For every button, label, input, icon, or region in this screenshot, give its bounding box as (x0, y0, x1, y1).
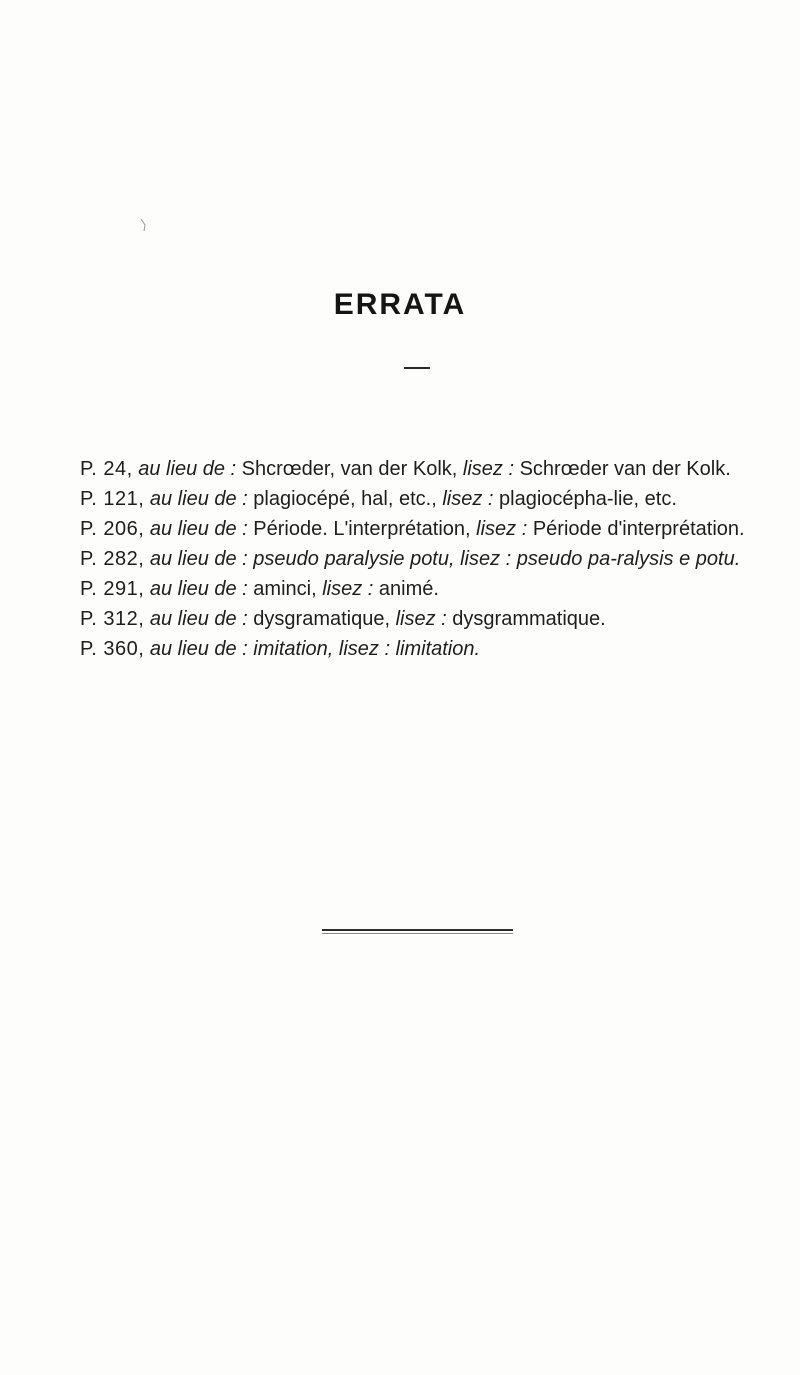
instead-of-label: au lieu de : (149, 548, 248, 570)
instead-of-label: au lieu de : (149, 578, 248, 600)
errata-entry-p206 (60, 514, 766, 544)
errata-entry-p121 (60, 484, 766, 514)
read-label: lisez : (476, 518, 528, 540)
correct-text: animé. (378, 578, 439, 600)
read-label: lisez : (338, 638, 391, 660)
pencil-check-mark (140, 218, 150, 232)
instead-of-label: au lieu de : (149, 488, 248, 510)
instead-of-label: au lieu de : (149, 518, 248, 540)
errata-entry-p282 (60, 544, 766, 574)
wrong-text: imitation, (253, 638, 334, 660)
instead-of-label: au lieu de : (149, 608, 248, 630)
instead-of-label: au lieu de : (149, 638, 248, 660)
correct-text: plagiocépha-lie, etc. (499, 488, 677, 510)
correct-text: dysgrammatique. (452, 608, 606, 630)
errata-entry-p360 (60, 634, 766, 664)
wrong-text: Shcrœder, van der Kolk, (241, 458, 458, 480)
page-title: ERRATA (333, 288, 467, 321)
errata-entry-p291 (60, 574, 766, 604)
instead-of-label: au lieu de : (138, 458, 237, 480)
correct-text: Schrœder van der Kolk. (519, 458, 731, 480)
wrong-text: Période. L'interprétation, (253, 518, 471, 540)
read-label: lisez : (462, 458, 515, 480)
title-rule (404, 367, 430, 369)
page-reference: P. 291, (80, 578, 145, 600)
read-label: lisez : (322, 578, 374, 600)
errata-entry-p312 (60, 604, 766, 634)
page-reference: P. 24, (80, 458, 133, 480)
wrong-text: aminci, (253, 578, 317, 600)
wrong-text: plagiocépé, hal, etc., (253, 488, 437, 510)
wrong-text: dysgramatique, (253, 608, 391, 630)
read-label: lisez : (460, 548, 512, 570)
read-label: lisez : (442, 488, 494, 510)
correct-text: Période d'interprétation. (532, 518, 745, 540)
page-reference: P. 282, (80, 548, 145, 570)
errata-entry-p24 (60, 454, 766, 484)
closing-rule-shadow (322, 933, 513, 934)
correct-text: pseudo pa-ralysis e potu. (516, 548, 741, 570)
errata-list (60, 454, 766, 664)
read-label: lisez : (395, 608, 447, 630)
page-reference: P. 360, (80, 638, 145, 660)
page-reference: P. 121, (80, 488, 145, 510)
closing-rule (322, 929, 513, 931)
correct-text: limitation. (395, 638, 481, 660)
page-reference: P. 206, (80, 518, 145, 540)
wrong-text: pseudo paralysie potu, (253, 548, 455, 570)
page-reference: P. 312, (80, 608, 145, 630)
